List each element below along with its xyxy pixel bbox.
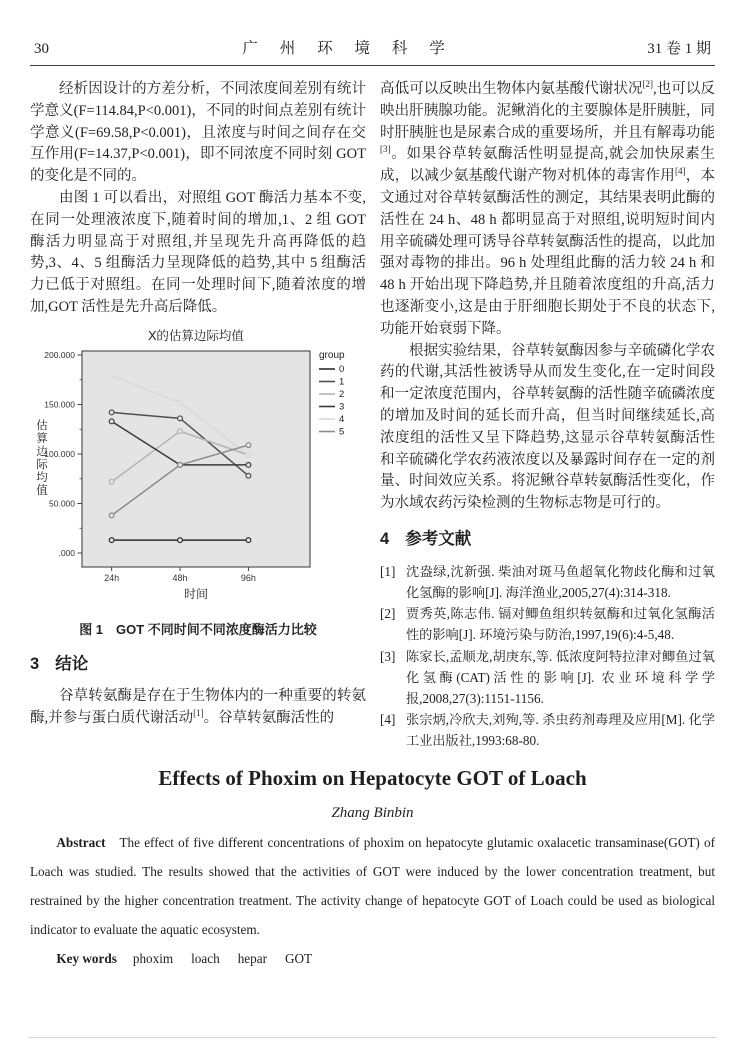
y-axis-title-char: 均 bbox=[36, 471, 48, 484]
data-point-group-4 bbox=[109, 373, 114, 378]
reference-label: [4] bbox=[380, 712, 396, 728]
paragraph-anova: 经析因设计的方差分析，不同浓度间差别有统计学意义(F=114.84,P<0.001)，不同的时间点差别有统计学意义(F=69.58,P<0.001)，且浓度与时间之间存在交互作用(F=14.37,P<0.001)，即不同浓度不同时刻 GOT 的变化是不同的。 bbox=[30, 81, 366, 185]
section-3-heading bbox=[30, 654, 366, 676]
data-point-group-0 bbox=[178, 537, 183, 542]
data-point-group-4 bbox=[246, 452, 251, 457]
y-tick-label: 200.000 bbox=[44, 349, 75, 360]
y-axis-title-char: 值 bbox=[36, 484, 48, 497]
english-title: Effects of Phoxim on Hepatocyte GOT of Loach bbox=[158, 765, 587, 790]
section-3-title: 结论 bbox=[55, 655, 89, 674]
data-point-group-4 bbox=[178, 400, 183, 405]
section-4-number: 4 bbox=[380, 529, 390, 548]
data-point-group-2 bbox=[178, 429, 183, 434]
reference-text: 贾秀英,陈志伟. 镉对鲫鱼组织转氨酶和过氧化氢酶活性的影响[J]. 环境污染与防治,1997,19(6):4-5,48. bbox=[406, 606, 715, 643]
citation-marker: [2] bbox=[642, 79, 654, 90]
data-point-group-1 bbox=[178, 416, 183, 421]
y-axis-title-char: 边 bbox=[36, 445, 48, 458]
abstract-label: Abstract bbox=[56, 834, 106, 850]
reference-label: [3] bbox=[380, 648, 396, 664]
data-point-group-5 bbox=[178, 462, 183, 467]
keyword: hepar bbox=[237, 950, 267, 966]
reference-item bbox=[380, 561, 715, 603]
data-point-group-1 bbox=[246, 473, 251, 478]
x-tick-label: 96h bbox=[240, 572, 256, 583]
english-section bbox=[30, 766, 715, 973]
keyword: phoxim bbox=[132, 950, 174, 966]
y-tick-label: 150.000 bbox=[44, 399, 75, 410]
page-number: 30 bbox=[34, 41, 49, 57]
paragraph-conclusion-start: 谷草转氨酶是存在于生物体内的一种重要的转氨酶,并参与蛋白质代谢活动[1]。谷草转氨酶活性的 bbox=[30, 688, 366, 726]
paragraph-conclusion-continue: 高低可以反映出生物体内氨基酸代谢状况[2],也可以反映出肝胰腺功能。泥鳅消化的主要腺体是肝胰脏，同时肝胰脏也是尿素合成的重要场所，并且有解毒功能[3]。如果谷草转氨酶活性明显提高,就会加快尿素生成，以减少氨基酸代谢产物对机体的毒害作用[4]，本文通过对谷草转氨酶活性的测定，其结果表明此酶的活性在 24 h、48 h 都明显高于对照组,说明短时间内用辛硫磷处理可诱导谷草转氨酶活性的提高，以此加强对毒物的排出。96 h 处理组此酶的活力较 24 h 和 48 h 开始出现下降趋势,并且随着浓度组的升高,活力也逐渐变小,这是由于肝细胞长期处于不良的状态下,功能开始衰弱下降。 bbox=[380, 79, 716, 337]
citation-marker: [4] bbox=[675, 166, 686, 177]
legend-title: group bbox=[319, 349, 345, 361]
reference-item bbox=[380, 709, 715, 751]
y-tick-label: 50.000 bbox=[49, 498, 75, 509]
data-point-group-0 bbox=[109, 537, 114, 542]
reference-item bbox=[380, 603, 715, 645]
x-tick-label: 24h bbox=[104, 572, 120, 583]
data-point-group-5 bbox=[246, 442, 251, 447]
keyword: loach bbox=[191, 950, 220, 966]
english-keywords bbox=[30, 944, 715, 973]
keywords-list bbox=[133, 951, 330, 966]
data-point-group-3 bbox=[109, 419, 114, 424]
paragraph-results-summary: 根据实验结果，谷草转氨酶因参与辛硫磷化学农药的代谢,其活性被诱导从而发生变化,在一定时间段和一定浓度范围内，谷草转氨酶的活性随辛硫磷浓度的增加及时间的延长而升高，但当时间继续延长,高浓度组的活性又呈下降趋势,这显示谷草转氨酶活性和辛硫磷化学农药液浓度以及暴露时间存在一定的剂量、时间效应关系。将泥鳅谷草转氨酶活性变化，作为水域农药污染检测的生物标志物是可行的。 bbox=[380, 342, 715, 512]
reference-list bbox=[380, 561, 715, 752]
x-axis-title: 时间 bbox=[183, 586, 209, 601]
journal-title: 广 州 环 境 科 学 bbox=[242, 40, 454, 57]
y-axis-title-char: 算 bbox=[36, 432, 48, 445]
data-point-group-0 bbox=[246, 537, 251, 542]
reference-item bbox=[380, 646, 715, 710]
section-4-heading bbox=[380, 529, 715, 551]
reference-text: 陈家长,孟顺龙,胡庚东,等. 低浓度阿特拉津对鲫鱼过氧化氢酶(CAT)活性的影响[J]. 农业环境科学学报,2008,27(3):1151-1156. bbox=[406, 648, 715, 706]
y-tick-label: .000 bbox=[58, 547, 75, 558]
issue-label: 31 卷 1 期 bbox=[647, 41, 711, 57]
data-point-group-3 bbox=[246, 462, 251, 467]
section-3-number: 3 bbox=[30, 655, 40, 674]
reference-label: [1] bbox=[380, 563, 396, 579]
right-column bbox=[380, 79, 715, 752]
reference-text: 沈盎绿,沈新强. 柴油对斑马鱼超氧化物歧化酶和过氧化氢酶的影响[J]. 海洋渔业,2005,27(4):314-318. bbox=[406, 563, 715, 600]
paragraph-figure-discussion: 由图 1 可以看出，对照组 GOT 酶活力基本不变,在同一处理液浓度下,随着时间的增加,1、2 组 GOT 酶活力明显高于对照组,并呈现先升高再降低的趋势,3、4、5 组酶活力呈现降低的趋势,其中 5 组酶活力已低于对照组。在同一处理时间下,随着浓度的增加,GOT 活性是先升高后降低。 bbox=[30, 189, 366, 315]
keyword: GOT bbox=[285, 950, 313, 966]
y-axis-title-char: 际 bbox=[36, 458, 48, 471]
data-point-group-5 bbox=[109, 513, 114, 518]
figure-1 bbox=[30, 325, 366, 641]
data-point-group-2 bbox=[109, 479, 114, 484]
y-tick-label: 100.000 bbox=[44, 448, 75, 459]
legend-label-2: 2 bbox=[339, 388, 345, 400]
got-activity-chart bbox=[30, 325, 366, 617]
abstract-text: The effect of five different concentrations of phoxim on hepatocyte glutamic oxalacetic transaminase(GOT) of Loach was studied. The results showed that the activities of GOT were induced by the lower concentration treatment, but restrained by the higher concentration treatment. The activity change of hepatocyte GOT of Loach could be used as biological indicator to evaluate the aquatic ecosystem. bbox=[30, 834, 715, 937]
data-point-group-1 bbox=[109, 410, 114, 415]
reference-label: [2] bbox=[380, 606, 396, 622]
figure-1-caption: 图 1 GOT 不同时间不同浓度酶活力比较 bbox=[79, 621, 317, 637]
english-author: Zhang Binbin bbox=[331, 804, 414, 821]
chart-title: X的估算边际均值 bbox=[148, 328, 244, 343]
chart-plot-area bbox=[82, 351, 310, 567]
legend-label-0: 0 bbox=[339, 363, 345, 375]
legend-label-1: 1 bbox=[339, 376, 345, 388]
y-axis-title-char: 估 bbox=[36, 419, 48, 432]
chart-svg bbox=[30, 325, 366, 609]
section-4-title: 参考文献 bbox=[405, 529, 472, 548]
citation-marker: [1] bbox=[193, 708, 204, 719]
page-bottom-rule bbox=[28, 1037, 717, 1038]
legend-label-3: 3 bbox=[339, 401, 345, 413]
legend-label-5: 5 bbox=[339, 426, 345, 438]
x-tick-label: 48h bbox=[172, 572, 188, 583]
keywords-label: Key words bbox=[56, 950, 117, 966]
citation-marker: [3] bbox=[380, 144, 391, 155]
two-column-body bbox=[30, 79, 715, 752]
reference-text: 张宗炳,冷欣夫,刘殉,等. 杀虫药剂毒理及应用[M]. 化学工业出版社,1993:68-80. bbox=[406, 712, 715, 749]
legend-label-4: 4 bbox=[339, 413, 345, 425]
english-abstract bbox=[30, 828, 715, 944]
page-header bbox=[30, 36, 715, 66]
left-column bbox=[30, 79, 366, 752]
